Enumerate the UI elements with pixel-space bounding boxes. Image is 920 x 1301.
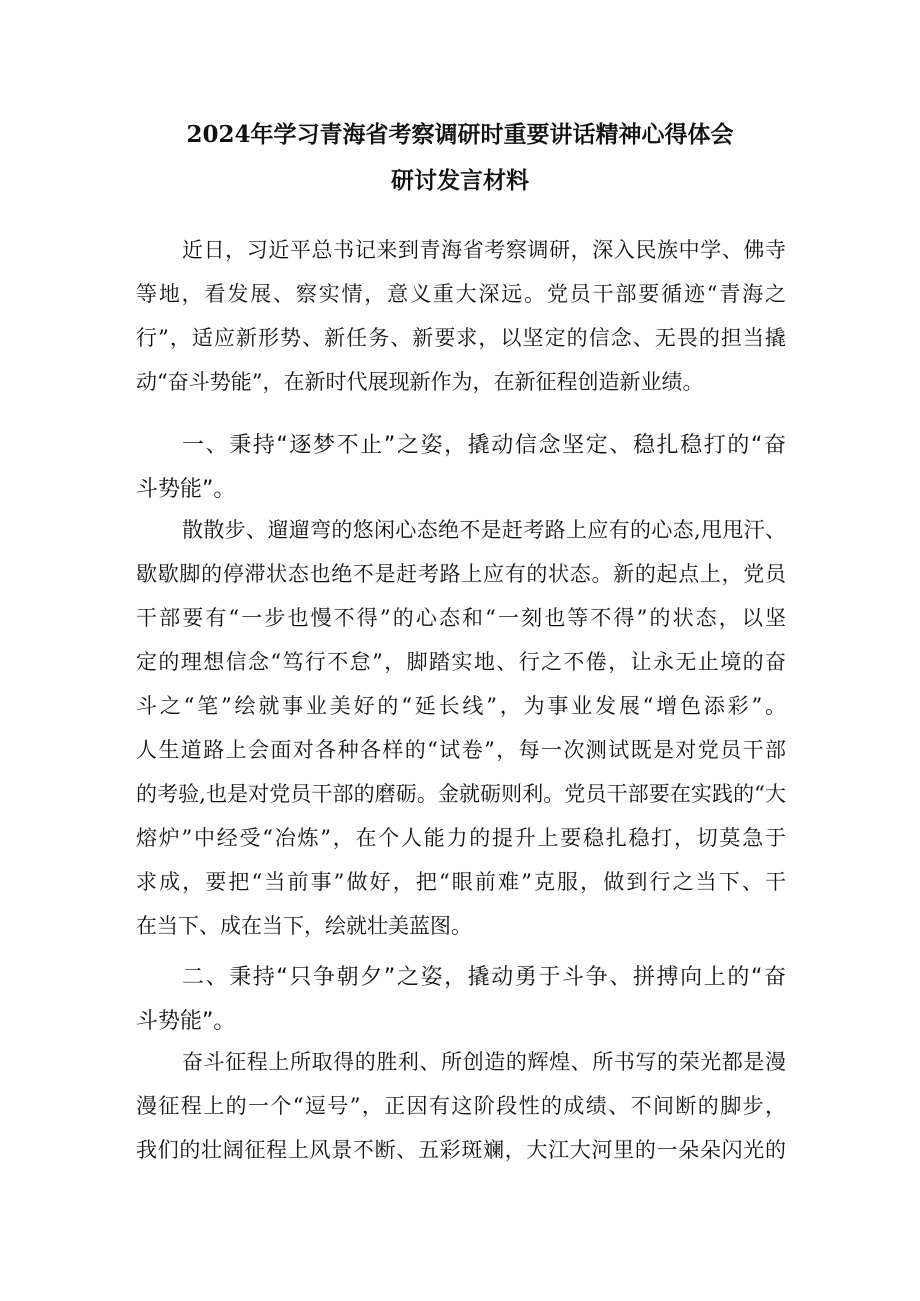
paragraph-line: 熔炉”中经受“冶炼”，在个人能力的提升上要稳扎稳打，切莫急于 [136, 826, 786, 850]
paragraph-line: 的考验,也是对党员干部的磨砺。金就砺则利。党员干部要在实践的“大 [136, 782, 786, 806]
paragraph-line: 干部要有“一步也慢不得”的心态和“一刻也等不得”的状态，以坚 [136, 606, 786, 630]
paragraph-line: 在当下、成在当下，绘就壮美蓝图。 [136, 914, 472, 938]
section-heading: 斗势能”。 [136, 477, 236, 502]
document-title: 2024年学习青海省考察调研时重要讲话精神心得体会 [186, 121, 734, 148]
section-heading: 一、秉持“逐梦不止”之姿，撬动信念坚定、稳扎稳打的“奋 [182, 433, 786, 458]
paragraph-line: 人生道路上会面对各种各样的“试卷”，每一次测试既是对党员干部 [136, 738, 786, 762]
paragraph-line: 漫征程上的一个“逗号”，正因有这阶段性的成绩、不间断的脚步， [136, 1094, 786, 1118]
paragraph-line: 求成，要把“当前事”做好，把“眼前难”克服，做到行之当下、干 [136, 870, 786, 894]
paragraph-line: 定的理想信念“笃行不怠”，脚踏实地、行之不倦，让永无止境的奋 [136, 650, 786, 674]
paragraph-line: 行”，适应新形势、新任务、新要求，以坚定的信念、无畏的担当撬 [136, 326, 786, 350]
section-heading: 二、秉持“只争朝夕”之姿，撬动勇于斗争、拼搏向上的“奋 [182, 965, 786, 990]
section-heading: 斗势能”。 [136, 1009, 236, 1034]
paragraph-line: 歇歇脚的停滞状态也绝不是赶考路上应有的状态。新的起点上，党员 [136, 562, 786, 586]
paragraph-line: 等地，看发展、察实情，意义重大深远。党员干部要循迹“青海之 [136, 282, 786, 306]
paragraph-line: 我们的壮阔征程上风景不断、五彩斑斓，大江大河里的一朵朵闪光的 [136, 1138, 786, 1162]
paragraph-line: 奋斗征程上所取得的胜利、所创造的辉煌、所书写的荣光都是漫 [182, 1050, 786, 1074]
paragraph-line: 近日，习近平总书记来到青海省考察调研，深入民族中学、佛寺 [182, 238, 786, 262]
document-subtitle: 研讨发言材料 [391, 167, 529, 194]
paragraph-line: 斗之“笔”绘就事业美好的“延长线”，为事业发展“增色添彩”。 [136, 694, 786, 718]
paragraph-line: 散散步、遛遛弯的悠闲心态绝不是赶考路上应有的心态,甩甩汗、 [182, 518, 786, 542]
paragraph-line: 动“奋斗势能”，在新时代展现新作为，在新征程创造新业绩。 [136, 370, 704, 394]
